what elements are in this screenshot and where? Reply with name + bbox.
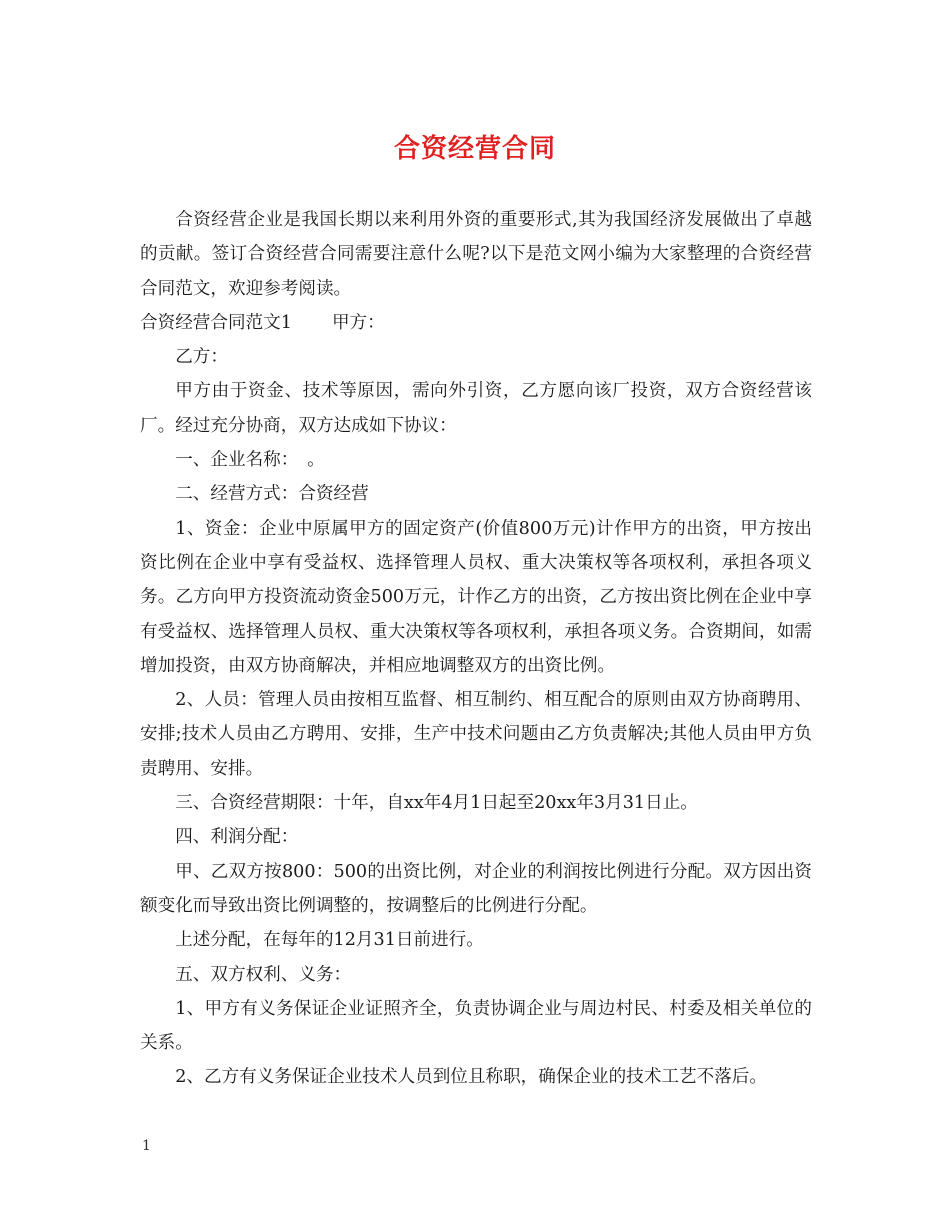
clause-profit-heading: 四、利润分配： [175,827,299,848]
clause-profit: 甲、乙双方按800：500的出资比例，对企业的利润按比例进行分配。双方因出资额变化而导致出资比例调整的，按调整后的比例进行分配。 [140,861,812,916]
purpose-paragraph: 甲方由于资金、技术等原因，需向外引资，乙方愿向该厂投资，双方合资经营该厂。经过充分协商，双方达成如下协议： [140,381,812,436]
clause-personnel: 2、人员：管理人员由按相互监督、相互制约、相互配合的原则由双方协商聘用、安排;技术人员由乙方聘用、安排，生产中技术问题由乙方负责解决;其他人员由甲方负责聘用、安排。 [140,690,812,779]
clause-business-mode: 二、经营方式：合资经营 [175,484,369,505]
clause-enterprise-name: 一、企业名称： 。 [175,450,325,471]
clause-duty-b: 2、乙方有义务保证企业技术人员到位且称职，确保企业的技术工艺不落后。 [175,1067,767,1088]
intro-paragraph: 合资经营企业是我国长期以来利用外资的重要形式,其为我国经济发展做出了卓越的贡献。签订合资经营合同需要注意什么呢?以下是范文网小编为大家整理的合资经营合同范文，欢迎参考阅读。 [140,210,812,299]
clause-duty-a: 1、甲方有义务保证企业证照齐全，负责协调企业与周边村民、村委及相关单位的关系。 [140,998,812,1054]
sample-heading-line [140,306,812,340]
document-body [140,203,812,1095]
clause-rights-heading: 五、双方权利、义务： [175,964,352,985]
clause-distribution: 上述分配，在每年的12月31日前进行。 [175,930,484,951]
party-a-label: 甲方： [331,312,385,333]
clause-capital: 1、资金：企业中原属甲方的固定资产(价值800万元)计作甲方的出资，甲方按出资比例在企业中享有受益权、选择管理人员权、重大决策权等各项权利，承担各项义务。乙方向甲方投资流动资金500万元，计作乙方的出资，乙方按出资比例在企业中享有受益权、选择管理人员权、重大决策权等各项权利，承担各项义务。合资期间，如需增加投资，由双方协商解决，并相应地调整双方的出资比例。 [140,518,812,676]
clause-term: 三、合资经营期限：十年，自xx年4月1日起至20xx年3月31日止。 [175,793,698,814]
document-title: 合资经营合同 [393,134,556,164]
party-b-label: 乙方： [175,347,228,368]
sample-heading: 合资经营合同范文1 [140,312,292,333]
page-number: 1 [142,1138,151,1154]
